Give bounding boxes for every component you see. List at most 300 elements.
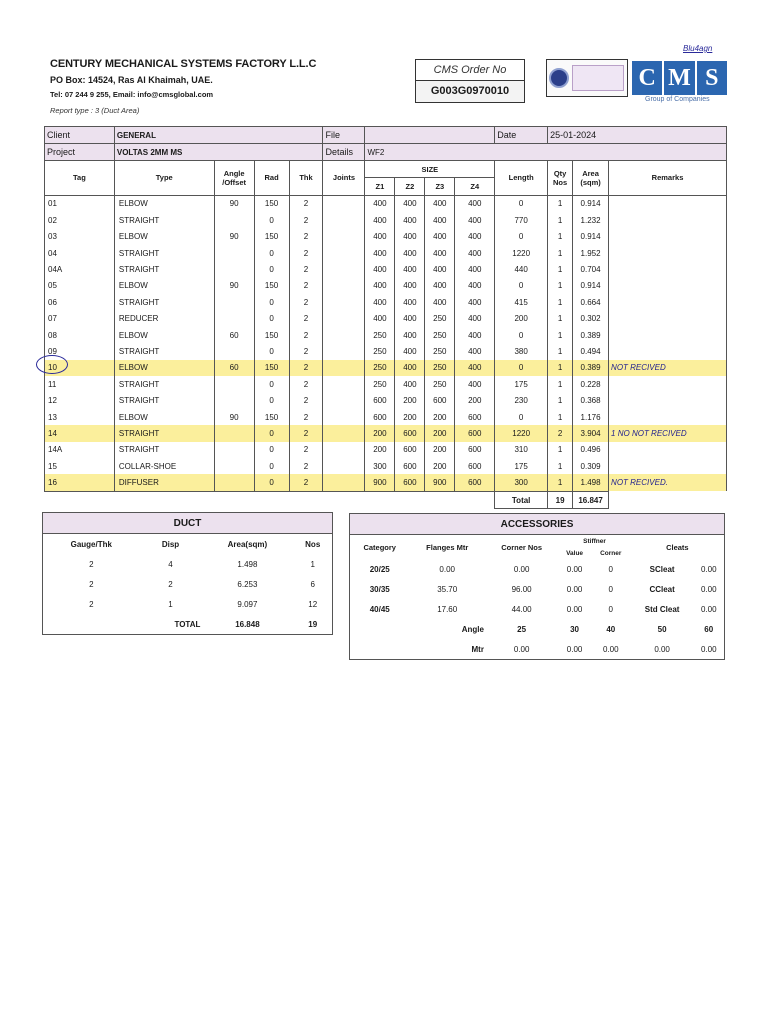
item-rad: 150 [254, 327, 289, 343]
item-angle: 60 [214, 327, 254, 343]
item-z2: 400 [395, 311, 425, 327]
item-angle: 90 [214, 229, 254, 245]
item-z2: 600 [395, 425, 425, 441]
mtr-value: 0.00 [700, 644, 717, 654]
item-type: STRAIGHT [114, 442, 214, 458]
item-z1: 250 [365, 343, 395, 359]
item-remarks [609, 442, 727, 458]
item-thk: 2 [289, 360, 323, 376]
item-tag: 03 [45, 229, 115, 245]
item-thk: 2 [289, 409, 323, 425]
item-angle [214, 261, 254, 277]
item-joints [323, 294, 365, 310]
certification-seal-icon [549, 68, 569, 88]
item-z4: 600 [455, 458, 495, 474]
acc-cell: 0.00 [700, 584, 717, 594]
item-z2: 400 [395, 343, 425, 359]
item-area: 0.664 [573, 294, 609, 310]
item-rad: 0 [254, 425, 289, 441]
item-z1: 250 [365, 376, 395, 392]
file-value [365, 127, 495, 144]
item-z2: 400 [395, 360, 425, 376]
angle-value: 40 [606, 624, 616, 634]
acc-cell: CCleat [649, 584, 675, 594]
item-angle [214, 376, 254, 392]
item-z4: 400 [455, 376, 495, 392]
item-z3: 400 [425, 294, 455, 310]
item-z1: 400 [365, 195, 395, 212]
item-area: 0.389 [573, 360, 609, 376]
item-z2: 400 [395, 376, 425, 392]
angle-value: 30 [570, 624, 580, 634]
item-z4: 600 [455, 474, 495, 491]
item-row [45, 343, 727, 359]
item-area: 1.952 [573, 245, 609, 261]
certification-logos-icon [572, 65, 624, 91]
item-row [45, 261, 727, 277]
item-length: 1220 [495, 245, 548, 261]
item-thk: 2 [289, 229, 323, 245]
item-remarks [609, 458, 727, 474]
item-z3: 250 [425, 327, 455, 343]
item-rad: 0 [254, 392, 289, 408]
duct-cell: 1.498 [237, 559, 258, 569]
item-z3: 200 [425, 442, 455, 458]
acc-cell: 0.00 [566, 564, 583, 574]
item-remarks [609, 409, 727, 425]
acc-row [350, 579, 725, 599]
acc-cell: 96.00 [511, 584, 532, 594]
col-rad: Rad [254, 161, 289, 196]
item-angle [214, 392, 254, 408]
item-joints [323, 392, 365, 408]
duct-total-label: TOTAL [174, 619, 201, 629]
item-z1: 300 [365, 458, 395, 474]
company-name: CENTURY MECHANICAL SYSTEMS FACTORY L.L.C [50, 58, 317, 70]
item-z4: 400 [455, 245, 495, 261]
item-tag: 13 [45, 409, 115, 425]
item-remarks [609, 245, 727, 261]
item-qty: 1 [548, 392, 573, 408]
duct-header: Gauge/Thk [70, 539, 112, 549]
item-z1: 400 [365, 311, 395, 327]
item-tag: 08 [45, 327, 115, 343]
item-z4: 400 [455, 311, 495, 327]
accessories-title: ACCESSORIES [350, 514, 725, 535]
item-area: 0.914 [573, 278, 609, 294]
duct-summary-table [42, 512, 333, 635]
acc-cell: 0 [608, 564, 613, 574]
item-joints [323, 261, 365, 277]
duct-title: DUCT [43, 513, 333, 534]
item-remarks: NOT RECIVED [609, 360, 727, 376]
item-joints [323, 442, 365, 458]
item-z1: 400 [365, 261, 395, 277]
item-thk: 2 [289, 245, 323, 261]
item-remarks [609, 278, 727, 294]
item-length: 0 [495, 278, 548, 294]
company-address: PO Box: 14524, Ras Al Khaimah, UAE. [50, 75, 213, 85]
item-z4: 400 [455, 229, 495, 245]
item-z3: 400 [425, 195, 455, 212]
item-tag: 12 [45, 392, 115, 408]
item-joints [323, 245, 365, 261]
item-remarks [609, 212, 727, 228]
duct-cell: 2 [168, 579, 173, 589]
item-type: ELBOW [114, 229, 214, 245]
item-qty: 1 [548, 474, 573, 491]
total-area: 16.847 [573, 491, 609, 508]
item-length: 0 [495, 327, 548, 343]
acc-cell: 0 [608, 584, 613, 594]
item-tag: 04 [45, 245, 115, 261]
client-label: Client [45, 127, 115, 144]
duct-cell: 2 [89, 579, 94, 589]
item-z3: 400 [425, 245, 455, 261]
item-remarks [609, 229, 727, 245]
item-angle: 90 [214, 195, 254, 212]
item-z1: 600 [365, 392, 395, 408]
item-tag: 01 [45, 195, 115, 212]
item-thk: 2 [289, 261, 323, 277]
item-row [45, 458, 727, 474]
mtr-label: Mtr [471, 644, 484, 654]
item-tag: 05 [45, 278, 115, 294]
item-z1: 900 [365, 474, 395, 491]
col-length: Length [495, 161, 548, 196]
item-angle: 90 [214, 409, 254, 425]
details-value: WF2 [365, 144, 727, 161]
project-label: Project [45, 144, 115, 161]
item-qty: 1 [548, 278, 573, 294]
acc-col-cleats: Cleats [666, 542, 689, 552]
item-length: 0 [495, 360, 548, 376]
item-length: 440 [495, 261, 548, 277]
col-z3: Z3 [425, 178, 455, 195]
item-area: 0.496 [573, 442, 609, 458]
handwritten-circle-tag-10 [36, 355, 68, 374]
item-row [45, 195, 727, 212]
order-number-label: CMS Order No [416, 60, 524, 81]
logo-letter: S [697, 61, 727, 95]
item-z2: 400 [395, 229, 425, 245]
item-remarks [609, 311, 727, 327]
item-thk: 2 [289, 458, 323, 474]
duct-cell: 6 [310, 579, 315, 589]
item-angle [214, 212, 254, 228]
col-z4: Z4 [455, 178, 495, 195]
acc-row [350, 559, 725, 579]
item-qty: 1 [548, 229, 573, 245]
item-z3: 250 [425, 311, 455, 327]
item-tag: 11 [45, 376, 115, 392]
item-z4: 600 [455, 425, 495, 441]
mtr-value: 0.00 [602, 644, 619, 654]
item-rad: 0 [254, 474, 289, 491]
item-angle [214, 311, 254, 327]
duct-row [43, 594, 333, 614]
item-z4: 600 [455, 442, 495, 458]
item-joints [323, 376, 365, 392]
item-length: 230 [495, 392, 548, 408]
cms-logo [632, 61, 727, 95]
item-qty: 1 [548, 195, 573, 212]
logo-letter: M [664, 61, 694, 95]
item-thk: 2 [289, 278, 323, 294]
item-qty: 1 [548, 327, 573, 343]
angle-value: 50 [657, 624, 667, 634]
item-row [45, 442, 727, 458]
item-thk: 2 [289, 294, 323, 310]
item-z4: 400 [455, 195, 495, 212]
item-length: 1220 [495, 425, 548, 441]
item-thk: 2 [289, 442, 323, 458]
item-thk: 2 [289, 343, 323, 359]
mtr-value: 0.00 [513, 644, 530, 654]
item-z1: 400 [365, 245, 395, 261]
report-type: Report type : 3 (Duct Area) [50, 106, 140, 115]
item-qty: 1 [548, 442, 573, 458]
angle-value: 60 [704, 624, 714, 634]
item-area: 0.389 [573, 327, 609, 343]
file-label: File [323, 127, 365, 144]
acc-cell: 20/25 [369, 564, 390, 574]
item-row [45, 294, 727, 310]
item-angle [214, 474, 254, 491]
duct-header: Disp [161, 539, 180, 549]
angle-value: 25 [517, 624, 527, 634]
item-thk: 2 [289, 425, 323, 441]
item-area: 0.494 [573, 343, 609, 359]
item-angle [214, 245, 254, 261]
item-z2: 200 [395, 409, 425, 425]
item-remarks: NOT RECIVED. [609, 474, 727, 491]
acc-cell: 44.00 [511, 604, 532, 614]
item-joints [323, 343, 365, 359]
item-z3: 400 [425, 261, 455, 277]
item-length: 200 [495, 311, 548, 327]
item-z4: 600 [455, 409, 495, 425]
client-value: GENERAL [114, 127, 323, 144]
item-qty: 1 [548, 376, 573, 392]
item-thk: 2 [289, 212, 323, 228]
certification-badges [546, 59, 628, 97]
col-z1: Z1 [365, 178, 395, 195]
item-z3: 400 [425, 278, 455, 294]
item-z2: 600 [395, 474, 425, 491]
item-z4: 400 [455, 360, 495, 376]
acc-col-flanges: Flanges Mtr [426, 542, 469, 552]
item-tag: 14A [45, 442, 115, 458]
item-z1: 200 [365, 425, 395, 441]
item-rad: 0 [254, 245, 289, 261]
col-z2: Z2 [395, 178, 425, 195]
item-angle: 90 [214, 278, 254, 294]
item-z3: 250 [425, 360, 455, 376]
accessories-table [349, 513, 725, 660]
duct-items-table [44, 126, 727, 509]
company-contact: Tel: 07 244 9 255, Email: info@cmsglobal.com [50, 90, 214, 99]
order-number-value: G003G0970010 [416, 81, 524, 102]
item-remarks [609, 294, 727, 310]
item-thk: 2 [289, 376, 323, 392]
item-rad: 0 [254, 442, 289, 458]
item-type: STRAIGHT [114, 212, 214, 228]
duct-row [43, 554, 333, 574]
item-area: 0.368 [573, 392, 609, 408]
item-joints [323, 409, 365, 425]
item-angle [214, 294, 254, 310]
item-type: COLLAR-SHOE [114, 458, 214, 474]
item-angle [214, 425, 254, 441]
item-rad: 0 [254, 458, 289, 474]
col-angle: Angle /Offset [214, 161, 254, 196]
acc-col-corner2: Corner [600, 549, 622, 557]
col-type: Type [114, 161, 214, 196]
item-z3: 200 [425, 425, 455, 441]
col-tag: Tag [45, 161, 115, 196]
item-z4: 400 [455, 278, 495, 294]
item-type: ELBOW [114, 409, 214, 425]
item-joints [323, 195, 365, 212]
acc-cell: 0.00 [566, 584, 583, 594]
acc-row [350, 599, 725, 619]
duct-row [43, 574, 333, 594]
item-z1: 400 [365, 212, 395, 228]
item-angle: 60 [214, 360, 254, 376]
total-qty: 19 [548, 491, 573, 508]
details-label: Details [323, 144, 365, 161]
item-length: 415 [495, 294, 548, 310]
item-rad: 150 [254, 360, 289, 376]
item-remarks: 1 NO NOT RECIVED [609, 425, 727, 441]
item-z4: 400 [455, 294, 495, 310]
item-z2: 400 [395, 327, 425, 343]
item-area: 3.904 [573, 425, 609, 441]
col-area: Area (sqm) [573, 161, 609, 196]
mtr-value: 0.00 [654, 644, 670, 654]
angle-label: Angle [461, 624, 484, 634]
item-qty: 1 [548, 294, 573, 310]
acc-cell: 0.00 [566, 604, 583, 614]
item-length: 310 [495, 442, 548, 458]
item-row [45, 212, 727, 228]
acc-cell: 35.70 [437, 584, 458, 594]
item-joints [323, 311, 365, 327]
item-z3: 200 [425, 409, 455, 425]
item-z1: 400 [365, 278, 395, 294]
item-area: 1.232 [573, 212, 609, 228]
item-remarks [609, 392, 727, 408]
item-thk: 2 [289, 327, 323, 343]
acc-cell: 40/45 [369, 604, 390, 614]
item-joints [323, 474, 365, 491]
item-z2: 400 [395, 278, 425, 294]
item-joints [323, 327, 365, 343]
col-joints: Joints [323, 161, 365, 196]
item-length: 300 [495, 474, 548, 491]
project-value: VOLTAS 2MM MS [114, 144, 323, 161]
item-z4: 400 [455, 343, 495, 359]
logo-subtitle: Group of Companies [645, 96, 710, 103]
duct-cell: 2 [89, 559, 94, 569]
item-angle [214, 458, 254, 474]
item-rad: 0 [254, 311, 289, 327]
col-remarks: Remarks [609, 161, 727, 196]
item-tag: 04A [45, 261, 115, 277]
item-area: 1.176 [573, 409, 609, 425]
item-angle [214, 442, 254, 458]
mtr-value: 0.00 [566, 644, 583, 654]
item-type: STRAIGHT [114, 392, 214, 408]
item-z4: 400 [455, 261, 495, 277]
item-row [45, 278, 727, 294]
item-remarks [609, 376, 727, 392]
duct-total-nos: 19 [308, 619, 318, 629]
item-z4: 400 [455, 327, 495, 343]
item-angle [214, 343, 254, 359]
item-tag: 10 [45, 360, 115, 376]
item-rad: 150 [254, 229, 289, 245]
item-qty: 1 [548, 311, 573, 327]
item-type: DIFFUSER [114, 474, 214, 491]
item-row [45, 409, 727, 425]
item-z3: 400 [425, 212, 455, 228]
item-area: 0.704 [573, 261, 609, 277]
item-row [45, 376, 727, 392]
item-rad: 0 [254, 376, 289, 392]
item-area: 1.498 [573, 474, 609, 491]
duct-header: Area(sqm) [227, 539, 268, 549]
acc-col-corner: Corner Nos [501, 542, 543, 552]
item-length: 770 [495, 212, 548, 228]
item-row [45, 245, 727, 261]
item-length: 380 [495, 343, 548, 359]
item-rad: 0 [254, 343, 289, 359]
item-remarks [609, 343, 727, 359]
item-qty: 1 [548, 409, 573, 425]
item-tag: 02 [45, 212, 115, 228]
acc-cell: 0 [608, 604, 613, 614]
item-qty: 1 [548, 212, 573, 228]
duct-header: Nos [305, 539, 321, 549]
item-rad: 0 [254, 261, 289, 277]
item-qty: 1 [548, 458, 573, 474]
item-z1: 400 [365, 294, 395, 310]
item-z2: 200 [395, 392, 425, 408]
acc-cell: 0.00 [700, 604, 717, 614]
item-z2: 600 [395, 442, 425, 458]
item-type: STRAIGHT [114, 343, 214, 359]
item-area: 0.302 [573, 311, 609, 327]
acc-cell: 0.00 [513, 564, 530, 574]
item-type: STRAIGHT [114, 261, 214, 277]
item-row [45, 474, 727, 491]
item-qty: 1 [548, 261, 573, 277]
acc-cell: 30/35 [369, 584, 390, 594]
item-length: 175 [495, 458, 548, 474]
item-rad: 0 [254, 294, 289, 310]
item-area: 0.228 [573, 376, 609, 392]
col-qty: Qty Nos [548, 161, 573, 196]
item-type: ELBOW [114, 278, 214, 294]
item-z1: 200 [365, 442, 395, 458]
item-z3: 200 [425, 458, 455, 474]
acc-col-category: Category [363, 542, 396, 552]
item-row [45, 311, 727, 327]
duct-cell: 1 [168, 599, 173, 609]
acc-cell: 17.60 [437, 604, 458, 614]
